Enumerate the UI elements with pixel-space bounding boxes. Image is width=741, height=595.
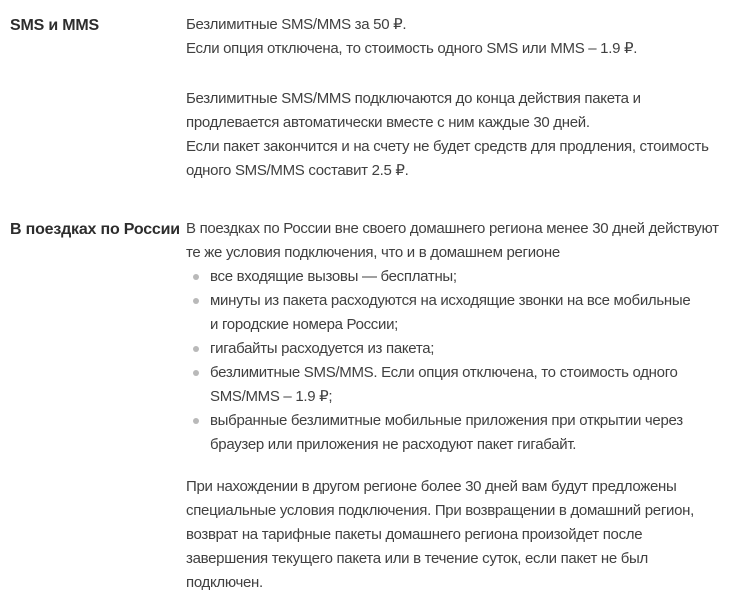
paragraph-line: завершения текущего пакета или в течение суток, если пакет не был bbox=[186, 550, 648, 567]
paragraph-line: Безлимитные SMS/MMS подключаются до конца действия пакета и bbox=[186, 90, 641, 107]
bullet-dot-icon bbox=[193, 370, 199, 376]
bullet-dot-icon bbox=[193, 274, 199, 280]
section-label: SMS и MMS bbox=[10, 17, 99, 34]
bullet-line: безлимитные SMS/MMS. Если опция отключена, то стоимость одного bbox=[210, 364, 678, 381]
bullet-line: выбранные безлимитные мобильные приложения при открытии через bbox=[210, 412, 683, 429]
paragraph-line: При нахождении в другом регионе более 30 дней вам будут предложены bbox=[186, 478, 677, 495]
bullet-item bbox=[186, 337, 727, 361]
paragraph bbox=[186, 87, 727, 183]
bullet-dot-icon bbox=[193, 418, 199, 424]
paragraph-line: специальные условия подключения. При возвращении в домашний регион, bbox=[186, 502, 694, 519]
bullet-line: SMS/MMS – 1.9 ₽; bbox=[210, 388, 333, 405]
bullet-line: и городские номера России; bbox=[210, 316, 399, 333]
paragraph-line: подключен. bbox=[186, 574, 263, 591]
paragraph-line: В поездках по России вне своего домашнего региона менее 30 дней действуют bbox=[186, 220, 719, 237]
paragraph bbox=[186, 13, 727, 61]
bullet-line: минуты из пакета расходуются на исходящие звонки на все мобильные bbox=[210, 292, 691, 309]
bullet-list bbox=[186, 265, 727, 457]
paragraph-line: одного SMS/MMS составит 2.5 ₽. bbox=[186, 162, 409, 179]
section-content bbox=[186, 13, 727, 183]
paragraph-line: возврат на тарифные пакеты домашнего региона произойдет после bbox=[186, 526, 643, 543]
paragraph-line: те же условия подключения, что и в домашнем регионе bbox=[186, 244, 560, 261]
bullet-item bbox=[186, 361, 727, 409]
section-row bbox=[10, 217, 727, 595]
paragraph-line: Если пакет закончится и на счету не будет средств для продления, стоимость bbox=[186, 138, 709, 155]
bullet-item bbox=[186, 289, 727, 337]
bullet-line: браузер или приложения не расходуют пакет гигабайт. bbox=[210, 436, 577, 453]
section-label: В поездках по России bbox=[10, 221, 180, 238]
bullet-line: все входящие вызовы — бесплатны; bbox=[210, 268, 457, 285]
bullet-line: гигабайты расходуется из пакета; bbox=[210, 340, 435, 357]
paragraph-line: Если опция отключена, то стоимость одного SMS или MMS – 1.9 ₽. bbox=[186, 40, 638, 57]
paragraph bbox=[186, 475, 727, 595]
paragraph-line: Безлимитные SMS/MMS за 50 ₽. bbox=[186, 16, 407, 33]
section-row bbox=[10, 13, 727, 183]
bullet-dot-icon bbox=[193, 346, 199, 352]
bullet-dot-icon bbox=[193, 298, 199, 304]
bullet-item bbox=[186, 265, 727, 289]
bullet-item bbox=[186, 409, 727, 457]
section-content bbox=[186, 217, 727, 595]
paragraph bbox=[186, 217, 727, 265]
paragraph-line: продлевается автоматически вместе с ним каждые 30 дней. bbox=[186, 114, 590, 131]
